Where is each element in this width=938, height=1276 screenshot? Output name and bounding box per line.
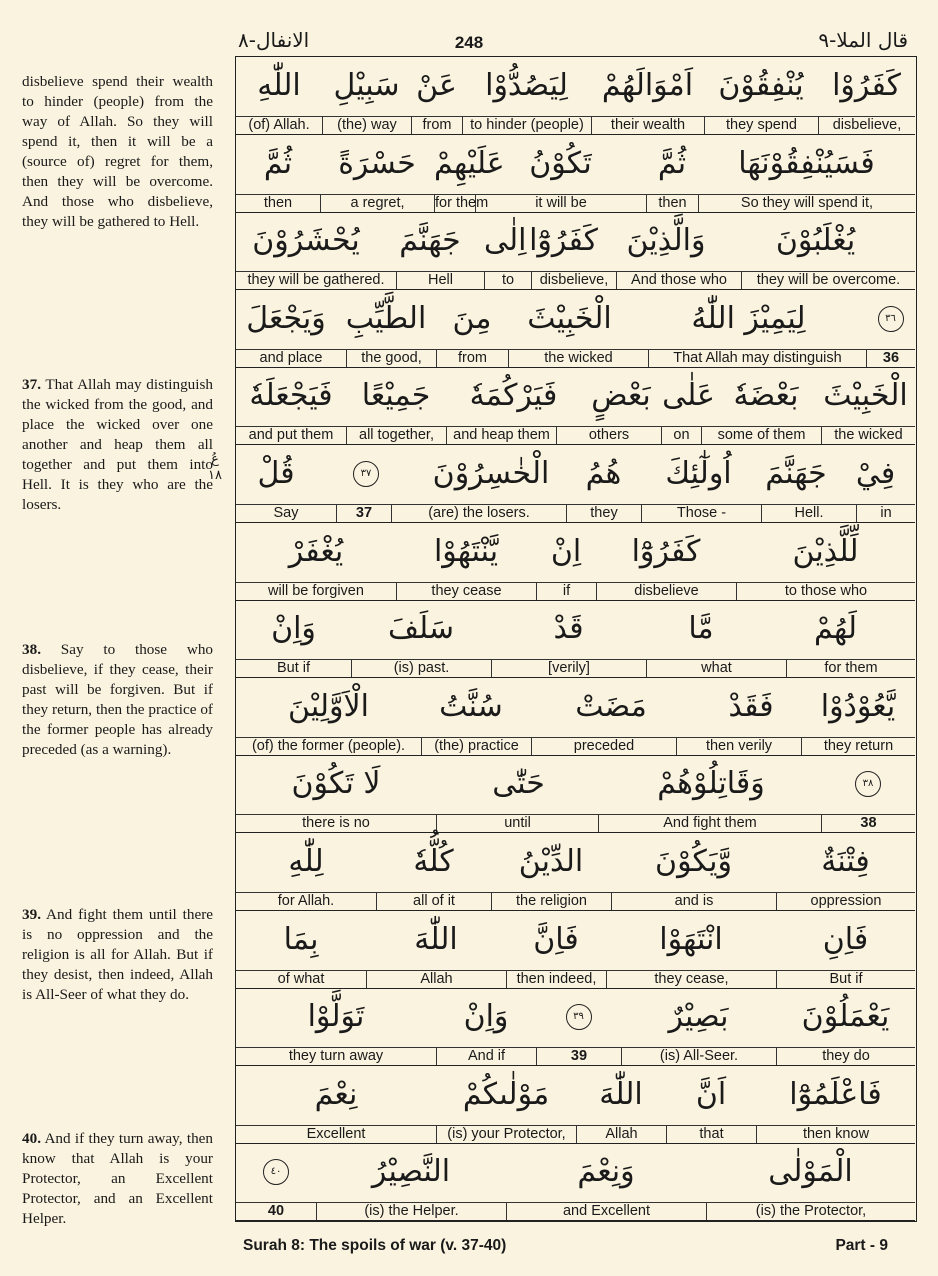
- arabic-word: وَّيَكُوْنَ: [655, 844, 732, 879]
- arabic-word: بَصِيْرٌ: [668, 999, 729, 1035]
- arabic-word: مَوْلٰىكُمْ: [462, 1076, 550, 1112]
- arabic-word: حَسْرَةً: [338, 145, 416, 181]
- arabic-line: [236, 911, 915, 971]
- english-gloss-cell: until: [436, 814, 598, 832]
- english-gloss-cell: then verily: [676, 737, 801, 755]
- arabic-word: هُمُ: [585, 456, 622, 491]
- english-gloss-cell: on: [661, 426, 701, 444]
- arabic-word: الْخَبِيْثَ: [823, 378, 908, 414]
- surah-footer: Surah 8: The spoils of war (v. 37-40): [243, 1237, 507, 1254]
- arabic-word: فَقَدْ: [728, 688, 774, 724]
- arabic-word: بِمَا: [283, 921, 319, 957]
- arabic-line: [236, 523, 915, 583]
- grid-row: [236, 911, 915, 989]
- english-gloss-cell: their wealth: [591, 116, 704, 134]
- arabic-word: اَمْوَالَهُمْ: [601, 68, 694, 103]
- arabic-word: اللّٰهِ: [257, 68, 301, 103]
- ayah-end-marker: ٤٠: [263, 1159, 289, 1185]
- ruku-glyph: عُ: [211, 452, 219, 467]
- english-gloss-cell: 39: [536, 1047, 621, 1065]
- surah-name-header: الانفال-٨: [238, 28, 310, 52]
- english-gloss-cell: to those who: [736, 582, 915, 600]
- english-gloss-cell: they do: [776, 1047, 915, 1065]
- grid-row: [236, 600, 915, 678]
- english-gloss-cell: then: [646, 194, 698, 212]
- arabic-line: [236, 445, 915, 505]
- english-gloss-cell: (is) the Helper.: [316, 1202, 506, 1220]
- arabic-word: انْتَهَوْا: [659, 921, 723, 957]
- english-gloss-cell: and Excellent: [506, 1202, 706, 1220]
- arabic-word: فَيَرْكُمَهٗ: [469, 378, 558, 414]
- arabic-word: فَسَيُنْفِقُوْنَهَا: [738, 145, 875, 181]
- english-gloss-cell: preceded: [531, 737, 676, 755]
- english-gloss-cell: others: [556, 426, 661, 444]
- grid-row: [236, 1066, 915, 1144]
- english-gloss-cell: that: [666, 1125, 756, 1143]
- english-gloss-line: [236, 582, 915, 601]
- arabic-word: الْخَبِيْثَ: [527, 300, 612, 336]
- english-gloss-cell: (the) practice: [421, 737, 531, 755]
- english-gloss-cell: Say: [273, 505, 299, 521]
- translation-paragraph: [22, 72, 213, 232]
- arabic-word: فَاعْلَمُوْٓا: [789, 1076, 882, 1112]
- arabic-word: يَّنْتَهُوْا: [433, 533, 499, 569]
- english-gloss-cell: they cease: [396, 582, 536, 600]
- english-gloss-cell: from: [436, 349, 508, 367]
- arabic-word: ثُمَّ: [263, 145, 293, 181]
- english-gloss-line: [236, 194, 915, 213]
- english-gloss-line: [236, 892, 915, 911]
- english-gloss-cell: what: [646, 659, 786, 677]
- ayah-end-marker: ٣٧: [353, 461, 379, 487]
- part-footer: Part - 9: [835, 1237, 888, 1254]
- arabic-word: جَهَنَّمَ: [399, 223, 461, 259]
- grid-row: [236, 1143, 915, 1221]
- verse-number: 40.: [22, 1130, 41, 1147]
- english-gloss-cell: (is) past.: [351, 659, 491, 677]
- english-gloss-cell: it will be: [475, 194, 646, 212]
- grid-row: [236, 212, 915, 290]
- english-gloss-cell: they will be gathered.: [247, 272, 385, 289]
- english-gloss-cell: all together,: [346, 426, 446, 444]
- english-gloss-line: [236, 1125, 915, 1144]
- arabic-word: عَلَيْهِمْ: [434, 145, 505, 181]
- ruku-marker: [204, 452, 226, 484]
- english-gloss-cell: will be forgiven: [268, 582, 364, 599]
- english-gloss-cell: then: [263, 194, 293, 211]
- english-gloss-cell: (is) your Protector,: [436, 1125, 576, 1143]
- english-gloss-cell: if: [536, 582, 596, 600]
- translation-text: disbelieve spend their wealth to hinder (people) from the way of Allah. So they will spend it, then it will be a (source of) regret for them, then they will be overcome. And those who disbelieve, they will be gathered to Hell.: [22, 73, 213, 230]
- arabic-word: يَّعُوْدُوْا: [820, 688, 896, 724]
- arabic-word: كَفَرُوْٓا: [529, 223, 598, 259]
- english-gloss-cell: Those -: [641, 504, 761, 522]
- arabic-word: اَنَّ: [695, 1076, 727, 1112]
- arabic-word: بَعْضَهٗ: [733, 378, 799, 414]
- arabic-word: وَاِنْ: [463, 999, 509, 1035]
- english-gloss-cell: the wicked: [821, 426, 915, 444]
- arabic-word: لِلّٰهِ: [288, 844, 324, 879]
- english-gloss-cell: the wicked: [508, 349, 648, 367]
- english-gloss-cell: (of) Allah.: [248, 117, 310, 133]
- arabic-word: الْاَوَّلِيْنَ: [288, 688, 369, 724]
- english-gloss-cell: disbelieve,: [531, 271, 616, 289]
- arabic-word: جَهَنَّمَ: [765, 456, 827, 491]
- arabic-line: [236, 290, 915, 350]
- arabic-word: تَكُوْنُ: [529, 145, 592, 181]
- arabic-word: وَاِنْ: [271, 611, 316, 647]
- grid-row: [236, 290, 915, 368]
- english-gloss-cell: a regret,: [320, 194, 434, 212]
- arabic-line: [236, 135, 915, 195]
- english-gloss-line: [236, 970, 915, 989]
- grid-row: [236, 445, 915, 523]
- arabic-line: [236, 678, 915, 738]
- arabic-word: يُغْفَرْ: [288, 533, 344, 569]
- arabic-word: وَنِعْمَ: [577, 1154, 635, 1190]
- english-gloss-line: [236, 737, 915, 756]
- arabic-word: الْخٰسِرُوْنَ: [432, 456, 550, 491]
- arabic-line: [236, 1143, 915, 1203]
- arabic-word: قُلْ: [257, 456, 295, 491]
- english-gloss-cell: they will be overcome.: [741, 271, 915, 289]
- arabic-word: اللّٰهَ: [599, 1076, 643, 1112]
- arabic-line: [236, 367, 915, 427]
- arabic-line: [236, 212, 915, 272]
- english-gloss-cell: [verily]: [491, 659, 646, 677]
- english-gloss-cell: So they will spend it,: [698, 194, 915, 212]
- english-gloss-cell: And if: [436, 1047, 536, 1065]
- english-gloss-cell: (is) the Protector,: [706, 1202, 915, 1220]
- ayah-end-marker: ٣٩: [566, 1004, 592, 1030]
- arabic-line: [236, 57, 915, 117]
- arabic-word: قَدْ: [553, 611, 584, 647]
- english-gloss-cell: then know: [756, 1125, 915, 1143]
- translation-paragraph: [22, 375, 213, 515]
- english-gloss-cell: But if: [276, 660, 311, 677]
- english-gloss-cell: there is no: [302, 815, 370, 832]
- english-gloss-cell: the religion: [491, 892, 611, 910]
- english-gloss-cell: then indeed,: [506, 970, 606, 988]
- english-gloss-line: [236, 504, 915, 523]
- arabic-word: فَاِنِ: [822, 921, 869, 957]
- arabic-word: سَلَفَ: [387, 611, 455, 647]
- arabic-word: الْمَوْلٰى: [768, 1154, 853, 1190]
- english-gloss-cell: 40: [267, 1203, 285, 1220]
- arabic-word: الدِّيْنُ: [518, 844, 584, 879]
- translation-paragraph: [22, 905, 213, 1005]
- arabic-word: كُلُّهٗ: [413, 844, 454, 879]
- english-gloss-cell: they turn away: [288, 1048, 384, 1065]
- english-gloss-cell: 36: [866, 349, 915, 367]
- grid-row: [236, 367, 915, 445]
- english-gloss-cell: Allah: [366, 970, 506, 988]
- grid-row: [236, 833, 915, 911]
- grid-row: [236, 988, 915, 1066]
- english-gloss-cell: and heap them: [446, 426, 556, 444]
- english-gloss-cell: But if: [776, 970, 915, 988]
- english-gloss-line: [236, 271, 915, 290]
- english-gloss-cell: That Allah may distinguish: [648, 349, 866, 367]
- verse-number: 38.: [22, 641, 41, 658]
- english-gloss-cell: they cease,: [606, 970, 776, 988]
- grid-row: [236, 57, 915, 135]
- english-gloss-cell: (is) All-Seer.: [621, 1047, 776, 1065]
- grid-row: [236, 523, 915, 601]
- english-gloss-cell: and put them: [248, 427, 334, 444]
- english-gloss-cell: 38: [821, 814, 915, 832]
- ruku-number: ١٨: [208, 468, 222, 483]
- english-gloss-line: [236, 426, 915, 445]
- arabic-word: سَبِيْلِ: [333, 68, 400, 103]
- english-gloss-cell: to: [484, 271, 531, 289]
- arabic-word: اِلٰى: [484, 223, 527, 259]
- ayah-end-marker: ٣٦: [878, 306, 904, 332]
- arabic-word: فَاِنَّ: [533, 921, 579, 957]
- english-gloss-cell: for Allah.: [277, 893, 335, 909]
- english-gloss-cell: Hell.: [761, 504, 856, 522]
- translation-text: Say to those who disbelieve, if they cease, their past will be forgiven. But if they return, then the practice of the former people has already preceded (as a warning).: [22, 641, 214, 758]
- english-gloss-cell: (of) the former (people).: [251, 737, 406, 754]
- english-gloss-cell: they spend: [704, 116, 818, 134]
- arabic-word: لِّلَّذِيْنَ: [792, 533, 859, 569]
- english-gloss-cell: 37: [336, 504, 391, 522]
- juz-name-header: قال الملا-٩: [818, 28, 908, 52]
- word-by-word-grid: [235, 56, 917, 1222]
- arabic-word: يُنْفِقُوْنَ: [718, 68, 804, 103]
- arabic-word: عَلٰى: [662, 378, 715, 414]
- arabic-word: يُغْلَبُوْنَ: [775, 223, 856, 259]
- arabic-word: فِتْنَةٌ: [821, 844, 870, 879]
- arabic-line: [236, 600, 915, 660]
- grid-row: [236, 755, 915, 833]
- arabic-word: اُولٰٓئِكَ: [665, 456, 732, 491]
- page-number: 248: [454, 33, 484, 52]
- arabic-word: يَعْمَلُوْنَ: [801, 999, 890, 1035]
- arabic-word: جَمِيْعًا: [361, 378, 431, 414]
- arabic-word: مَّا: [688, 611, 714, 647]
- verse-number: 39.: [22, 906, 41, 923]
- arabic-word: لَهُمْ: [814, 611, 857, 647]
- arabic-line: [236, 988, 915, 1048]
- arabic-word: عَنْ: [416, 68, 457, 103]
- arabic-word: وَيَجْعَلَ: [246, 300, 326, 336]
- arabic-word: لِيَمِيْزَ اللّٰهُ: [691, 300, 806, 336]
- arabic-word: لَا تَكُوْنَ: [291, 766, 381, 802]
- english-gloss-cell: all of it: [376, 892, 491, 910]
- arabic-word: كَفَرُوْا: [832, 68, 901, 103]
- english-gloss-line: [236, 814, 915, 833]
- english-gloss-cell: oppression: [776, 892, 915, 910]
- english-gloss-cell: for them: [435, 194, 489, 211]
- arabic-word: الطَّيِّبِ: [345, 300, 427, 336]
- arabic-word: اِنْ: [550, 533, 582, 569]
- english-gloss-line: [236, 1047, 915, 1066]
- grid-row: [236, 135, 915, 213]
- english-gloss-cell: they: [566, 504, 641, 522]
- arabic-word: حَتّٰى: [492, 766, 545, 802]
- english-gloss-cell: some of them: [701, 426, 821, 444]
- english-gloss-cell: And those who: [616, 271, 741, 289]
- english-gloss-cell: Excellent: [306, 1125, 366, 1142]
- english-gloss-line: [236, 659, 915, 678]
- english-gloss-cell: of what: [277, 970, 325, 987]
- arabic-word: نِعْمَ: [314, 1076, 358, 1112]
- english-gloss-line: [236, 1202, 915, 1221]
- english-gloss-cell: from: [411, 116, 462, 134]
- english-gloss-cell: for them: [786, 659, 915, 677]
- english-gloss-cell: and place: [259, 349, 323, 366]
- arabic-word: فَيَجْعَلَهٗ: [249, 378, 333, 414]
- english-gloss-cell: in: [856, 504, 915, 522]
- arabic-word: ثُمَّ: [657, 145, 687, 181]
- translation-paragraph: [22, 640, 213, 760]
- ayah-end-marker: ٣٨: [855, 771, 881, 797]
- english-gloss-cell: Hell: [396, 271, 484, 289]
- english-gloss-cell: the good,: [346, 349, 436, 367]
- arabic-word: تَوَلَّوْا: [307, 999, 365, 1035]
- grid-row: [236, 678, 915, 756]
- arabic-word: مَضَتْ: [575, 688, 647, 724]
- translation-text: And fight them until there is no oppression and the religion is all for Allah. But if they desist, then indeed, Allah is All-Seer of what they do.: [22, 906, 214, 1003]
- arabic-word: لِيَصُدُّوْا: [485, 68, 568, 103]
- english-gloss-cell: (the) way: [322, 116, 411, 134]
- arabic-word: وَقَاتِلُوْهُمْ: [657, 766, 765, 802]
- english-gloss-cell: disbelieve: [596, 582, 736, 600]
- translation-text: That Allah may distinguish the wicked from the good, and place the wicked over one another and heap them all together and put them into Hell. It is they who are the losers.: [22, 376, 213, 513]
- arabic-line: [236, 755, 915, 815]
- arabic-word: النَّصِيْرُ: [371, 1154, 451, 1190]
- english-gloss-cell: they return: [801, 737, 915, 755]
- arabic-word: بَعْضٍ: [591, 378, 651, 414]
- english-gloss-cell: to hinder (people): [462, 116, 591, 134]
- verse-number: 37.: [22, 376, 41, 393]
- english-gloss-line: [236, 349, 915, 368]
- translation-paragraph: [22, 1129, 213, 1229]
- arabic-line: [236, 833, 915, 893]
- arabic-word: مِنَ: [452, 300, 492, 336]
- english-gloss-cell: disbelieve,: [818, 116, 915, 134]
- arabic-word: كَفَرُوْٓا: [631, 533, 701, 569]
- arabic-word: اللّٰهَ: [414, 921, 458, 957]
- english-gloss-cell: and is: [611, 892, 776, 910]
- arabic-word: يُحْشَرُوْنَ: [252, 223, 360, 259]
- translation-text: And if they turn away, then know that Allah is your Protector, an Excellent Protector, and an Excellent Helper.: [22, 1130, 213, 1227]
- english-gloss-cell: Allah: [576, 1125, 666, 1143]
- arabic-word: سُنَّتُ: [439, 688, 503, 724]
- english-gloss-cell: (are) the losers.: [391, 504, 566, 522]
- english-gloss-line: [236, 116, 915, 135]
- arabic-word: فِيْ: [855, 456, 896, 491]
- arabic-word: وَالَّذِيْنَ: [626, 223, 706, 259]
- english-gloss-cell: And fight them: [598, 814, 821, 832]
- arabic-line: [236, 1066, 915, 1126]
